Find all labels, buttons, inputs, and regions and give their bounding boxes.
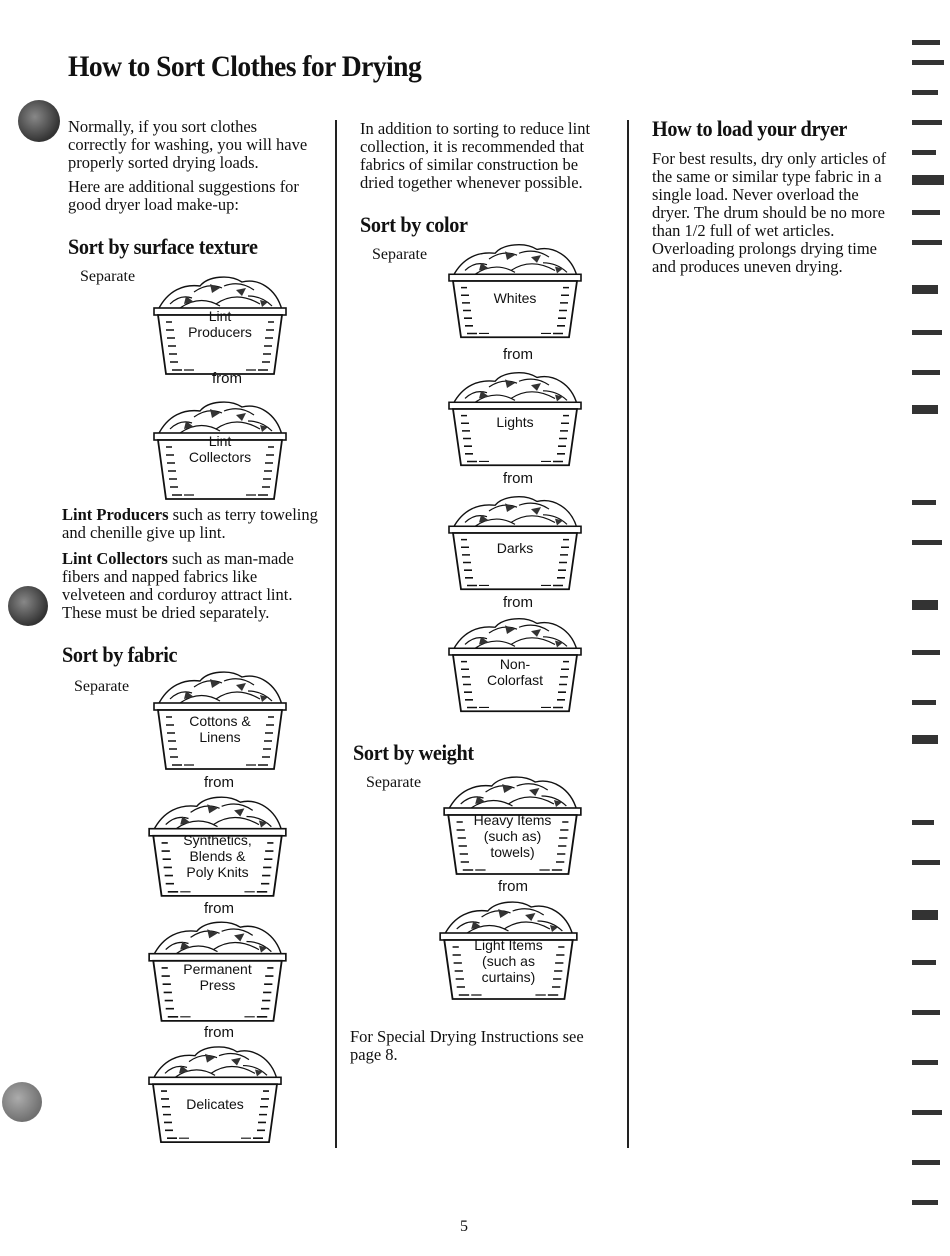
texture-separate-label: Separate (80, 268, 136, 285)
heading-sort-by-weight: Sort by weight (353, 740, 474, 765)
from-label: from (212, 370, 242, 387)
basket-label-line: Linens (199, 729, 241, 745)
lint-producers-paragraph (62, 506, 322, 542)
heading-sort-by-surface-texture: Sort by surface texture (68, 234, 258, 259)
basket-label-line: Poly Knits (186, 864, 249, 880)
basket-label-line: Synthetics, (183, 832, 252, 848)
page-number: 5 (460, 1218, 468, 1235)
basket-label-line: towels) (490, 844, 535, 860)
binding-hole-bottom (2, 1082, 42, 1122)
column-divider-right (627, 120, 629, 1148)
laundry-basket-icon (145, 1040, 285, 1148)
lint-collectors-paragraph (62, 550, 322, 622)
from-label: from (204, 774, 234, 791)
basket-cottons-linens (150, 665, 290, 775)
basket-label-line: (such as (482, 953, 535, 969)
from-label: from (503, 346, 533, 363)
basket-label-line: Colorfast (486, 672, 544, 688)
basket-label-line: Lint (208, 308, 232, 324)
basket-label-line: Lint (208, 433, 232, 449)
binding-hole-top (18, 100, 60, 142)
heading-sort-by-fabric: Sort by fabric (62, 642, 178, 667)
basket-label-line: Producers (188, 324, 252, 340)
basket-permanent-press (145, 915, 290, 1027)
page-title: How to Sort Clothes for Drying (68, 50, 422, 83)
intro-paragraph-1: Normally, if you sort clothes correctly for washing, you will have properly sorted drying loads. (68, 117, 308, 172)
load-dryer-paragraph: For best results, dry only articles of the same or similar type fabric in a single load. Never overload the dryer. The drum should be no more than 1/2 full of wet articles. Overloading prolongs drying time and produces uneven drying. (652, 149, 887, 276)
basket-label-line: Light Items (474, 937, 543, 953)
from-label: from (204, 900, 234, 917)
basket-label-line: curtains) (481, 969, 536, 985)
binding-hole-middle (8, 586, 48, 626)
column2-intro-paragraph: In addition to sorting to reduce lint collection, it is recommended that fabrics of similar construction be dried together whenever possible. (360, 119, 591, 192)
basket-delicates (145, 1040, 285, 1148)
basket-light-items (436, 895, 581, 1005)
scan-margin-strip (908, 0, 950, 1256)
basket-whites (445, 238, 585, 343)
lint-producers-text: such as terry toweling and chenille give up lint. (62, 505, 318, 542)
basket-label-line: Permanent (183, 961, 252, 977)
basket-label-line: Collectors (188, 449, 252, 465)
basket-label-line: Heavy Items (473, 812, 552, 828)
from-label: from (498, 878, 528, 895)
basket-synthetics-blends (145, 790, 290, 902)
basket-lint-producers (150, 270, 290, 380)
basket-label-line: Whites (493, 290, 537, 306)
basket-label-line: Cottons & (189, 713, 251, 729)
lint-collectors-text: such as man-made fibers and napped fabrics like velveteen and corduroy attract lint. These must be dried separately. (62, 549, 294, 622)
basket-lint-collectors (150, 395, 290, 505)
basket-label-line: Press (199, 977, 236, 993)
from-label: from (503, 470, 533, 487)
weight-separate-label: Separate (366, 774, 422, 791)
basket-label-line: (such as) (483, 828, 542, 844)
from-label: from (503, 594, 533, 611)
heading-how-to-load-your-dryer: How to load your dryer (652, 116, 848, 141)
special-instructions-note: For Special Drying Instructions see page 8. (350, 1027, 584, 1064)
from-label: from (204, 1024, 234, 1041)
basket-label-line: Blends & (189, 848, 246, 864)
basket-darks (445, 490, 585, 595)
basket-non-colorfast (445, 612, 585, 717)
color-separate-label: Separate (372, 246, 428, 263)
basket-label-line: Darks (496, 540, 534, 556)
basket-label-line: Non- (499, 656, 531, 672)
lint-collectors-term: Lint Collectors (62, 549, 168, 568)
fabric-separate-label: Separate (74, 678, 130, 695)
basket-label-line: Delicates (186, 1096, 244, 1112)
heading-sort-by-color: Sort by color (360, 212, 468, 237)
intro-paragraph-2: Here are additional suggestions for good dryer load make-up: (68, 177, 299, 214)
basket-lights (445, 366, 585, 471)
basket-heavy-items (440, 770, 585, 880)
column-divider-left (335, 120, 337, 1148)
basket-label-line: Lights (496, 414, 534, 430)
lint-producers-term: Lint Producers (62, 505, 169, 524)
